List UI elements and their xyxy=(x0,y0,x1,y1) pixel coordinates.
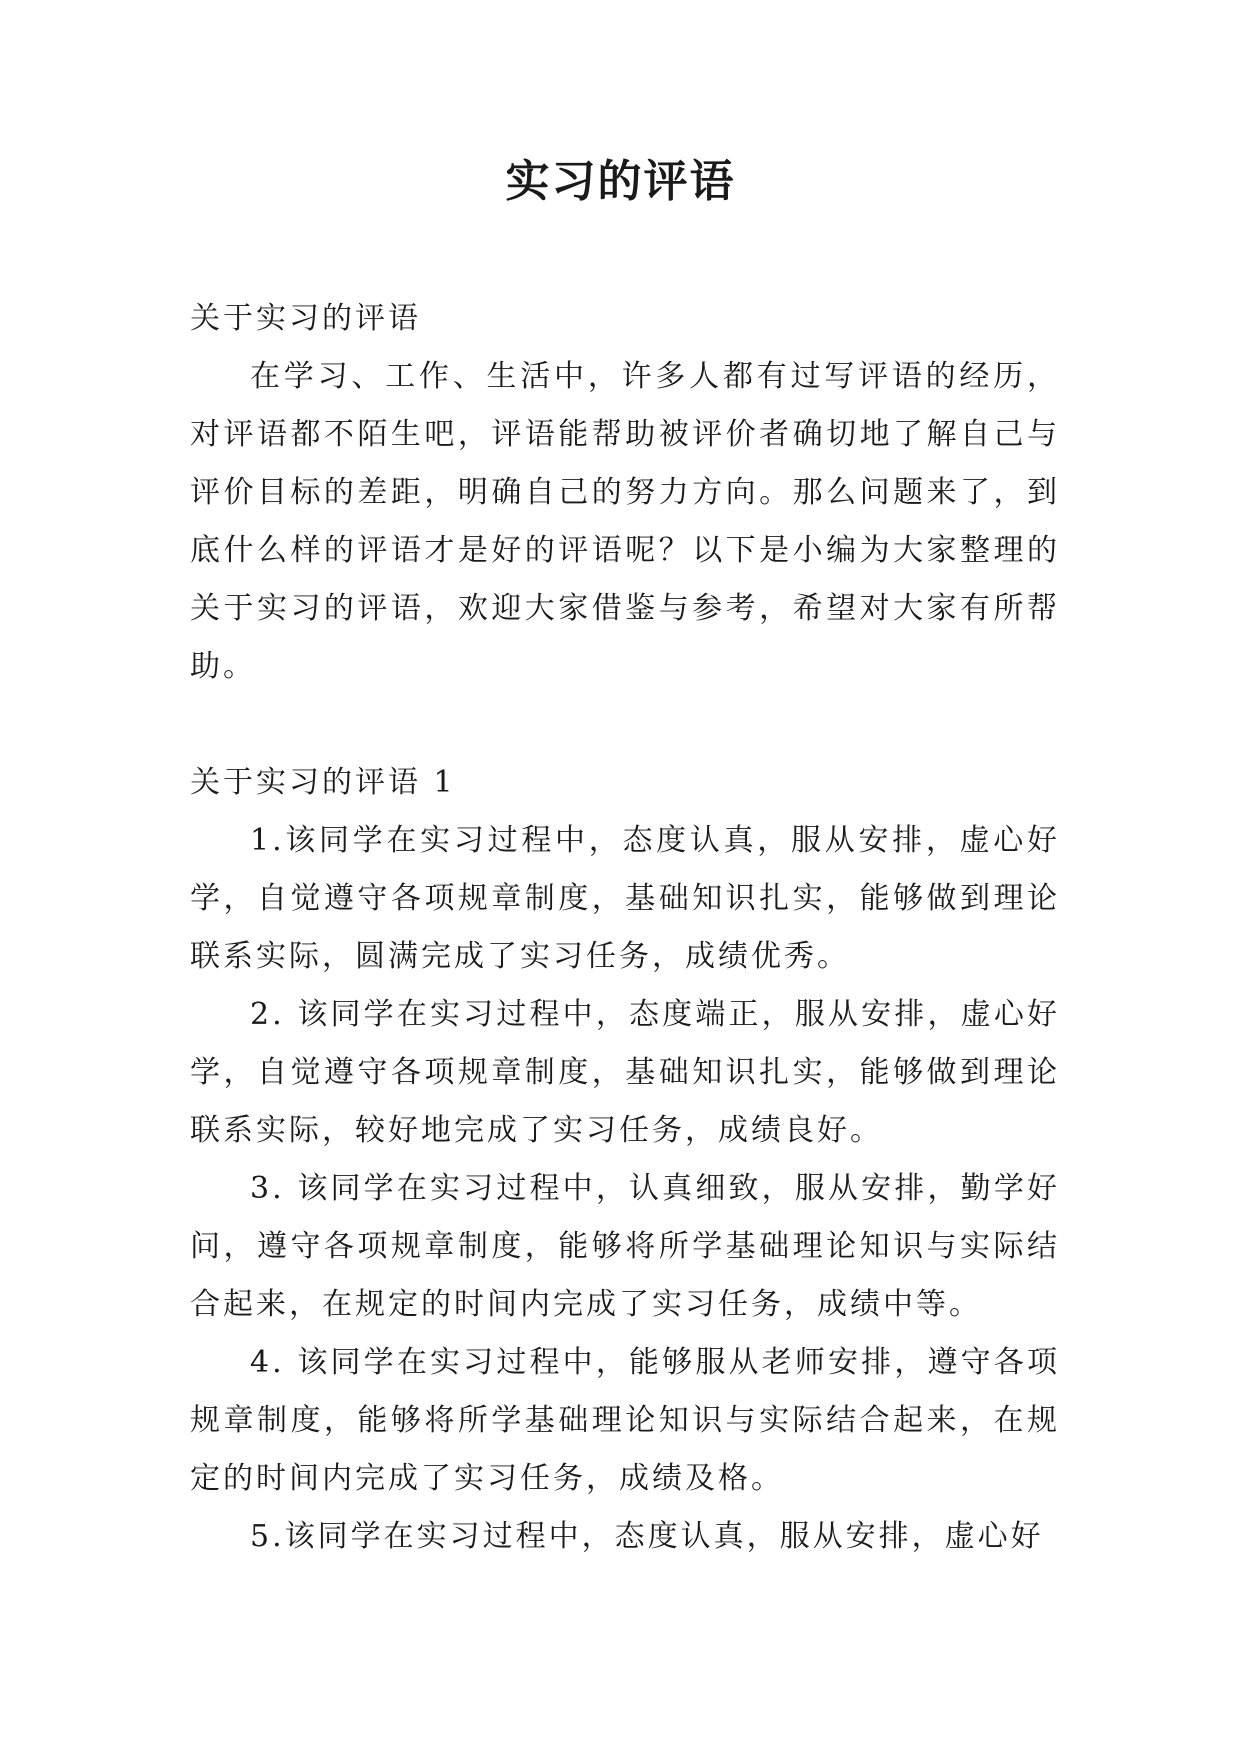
document-body xyxy=(190,290,1060,1566)
section-heading: 关于实习的评语 xyxy=(190,301,421,336)
intro-paragraph: 在学习、工作、生活中，许多人都有过写评语的经历，对评语都不陌生吧，评语能帮助被评价者确切地了解自己与评价目标的差距，明确自己的努力方向。那么问题来了，到底什么样的评语才是好的评语呢？以下是小编为大家整理的关于实习的评语，欢迎大家借鉴与参考，希望对大家有所帮助。 xyxy=(190,359,1060,684)
comment-item-5: 5.该同学在实习过程中，态度认真，服从安排，虚心好 xyxy=(250,1519,1044,1554)
paragraph-spacer xyxy=(190,696,1060,754)
comment-item-2: 2. 该同学在实习过程中，态度端正，服从安排，虚心好学，自觉遵守各项规章制度，基础知识扎实，能够做到理论联系实际，较好地完成了实习任务，成绩良好。 xyxy=(190,997,1060,1148)
comment-item-3: 3. 该同学在实习过程中，认真细致，服从安排，勤学好问，遵守各项规章制度，能够将所学基础理论知识与实际结合起来，在规定的时间内完成了实习任务，成绩中等。 xyxy=(190,1171,1060,1322)
document-title: 实习的评语 xyxy=(505,156,736,207)
part1-heading: 关于实习的评语 1 xyxy=(190,765,456,800)
comment-item-1: 1.该同学在实习过程中，态度认真，服从安排，虚心好学，自觉遵守各项规章制度，基础知识扎实，能够做到理论联系实际，圆满完成了实习任务，成绩优秀。 xyxy=(190,823,1060,974)
comment-item-4: 4. 该同学在实习过程中，能够服从老师安排，遵守各项规章制度，能够将所学基础理论知识与实际结合起来，在规定的时间内完成了实习任务，成绩及格。 xyxy=(190,1345,1060,1496)
